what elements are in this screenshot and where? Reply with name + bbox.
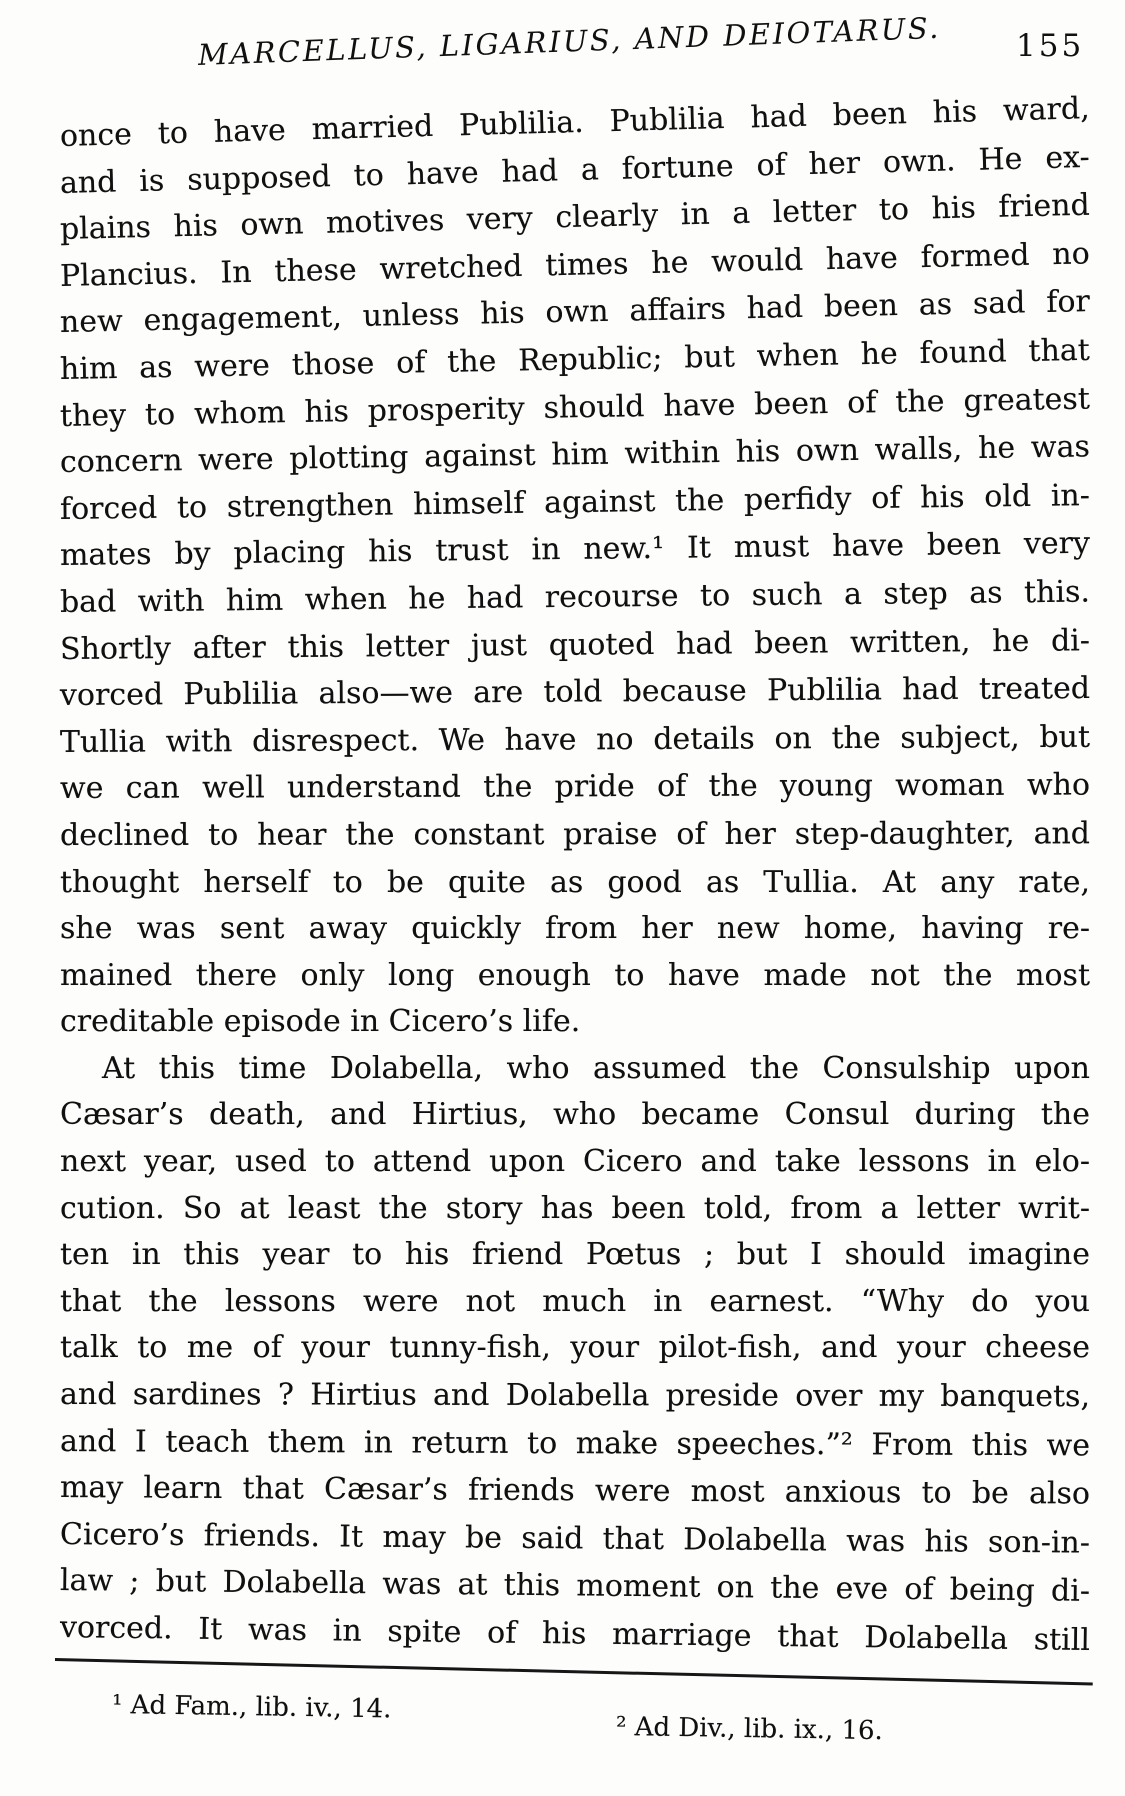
text-line: Cæsar’s death, and Hirtius, who became Consul during the bbox=[60, 1097, 1090, 1133]
text-line: declined to hear the constant praise of her step-daughter, and bbox=[59, 816, 1091, 853]
text-line: thought herself to be quite as good as Tullia. At any rate, bbox=[60, 864, 1090, 900]
page-number: 155 bbox=[1016, 28, 1085, 64]
footnote-2: ² Ad Div., lib. ix., 16. bbox=[615, 1712, 884, 1747]
footnote-1: ¹ Ad Fam., lib. iv., 14. bbox=[111, 1690, 392, 1725]
text-line: law ; but Dolabella was at this moment on the eve of being di- bbox=[59, 1563, 1091, 1610]
text-line: Shortly after this letter just quoted had been written, he di- bbox=[59, 622, 1091, 667]
text-line: new engagement, unless his own affairs had been as sad for bbox=[59, 284, 1091, 341]
text-line: vorced Publilia also—we are told because Publilia had treated bbox=[59, 671, 1091, 714]
text-line: and is supposed to have had a fortune of her own. He ex- bbox=[59, 139, 1091, 201]
text-line: Plancius. In these wretched times he would have formed no bbox=[59, 236, 1091, 294]
text-line: that the lessons were not much in earnest. “Why do you bbox=[60, 1283, 1090, 1319]
text-line: may learn that Cæsar’s friends were most anxious to be also bbox=[59, 1470, 1091, 1512]
text-line: forced to strengthen himself against the perfidy of his old in- bbox=[59, 477, 1091, 527]
text-line: cution. So at least the story has been told, from a letter writ- bbox=[60, 1190, 1090, 1226]
text-line: creditable episode in Cicero’s life. bbox=[60, 1004, 581, 1040]
text-line: bad with him when he had recourse to such a step as this. bbox=[59, 574, 1091, 620]
text-line: vorced. It was in spite of his marriage that Dolabella still bbox=[59, 1610, 1091, 1658]
text-line: next year, used to attend upon Cicero and take lessons in elo- bbox=[60, 1144, 1090, 1180]
text-line: plains his own motives very clearly in a letter to his friend bbox=[59, 187, 1091, 248]
text-line: once to have married Publilia. Publilia had been his ward, bbox=[59, 91, 1091, 154]
text-line: talk to me of your tunny-fish, your pilot-fish, and your cheese bbox=[60, 1330, 1090, 1366]
text-line: we can well understand the pride of the young woman who bbox=[59, 767, 1091, 807]
text-line: concern were plotting against him within his own walls, he was bbox=[59, 429, 1091, 481]
text-line: him as were those of the Republic; but when he found that bbox=[59, 332, 1091, 387]
text-line: mates by placing his trust in new.¹ It must have been very bbox=[59, 526, 1091, 574]
text-line: Tullia with disrespect. We have no details on the subject, but bbox=[59, 719, 1091, 760]
text-line: and I teach them in return to make speeches.”² From this we bbox=[59, 1423, 1091, 1463]
text-line: Cicero’s friends. It may be said that Dolabella was his son-in- bbox=[59, 1516, 1091, 1561]
body-text bbox=[59, 91, 1091, 1658]
running-title: MARCELLUS, LIGARIUS, AND DEIOTARUS. bbox=[197, 10, 942, 72]
text-line: they to whom his prosperity should have been of the greatest bbox=[59, 381, 1091, 434]
text-line: mained there only long enough to have made not the most bbox=[60, 957, 1090, 993]
text-line: and sardines ? Hirtius and Dolabella preside over my banquets, bbox=[59, 1377, 1091, 1415]
text-line: At this time Dolabella, who assumed the Consulship upon bbox=[102, 1050, 1090, 1086]
text-line: ten in this year to his friend Pœtus ; but I should imagine bbox=[60, 1237, 1090, 1273]
text-line: she was sent away quickly from her new home, having re- bbox=[60, 911, 1090, 947]
